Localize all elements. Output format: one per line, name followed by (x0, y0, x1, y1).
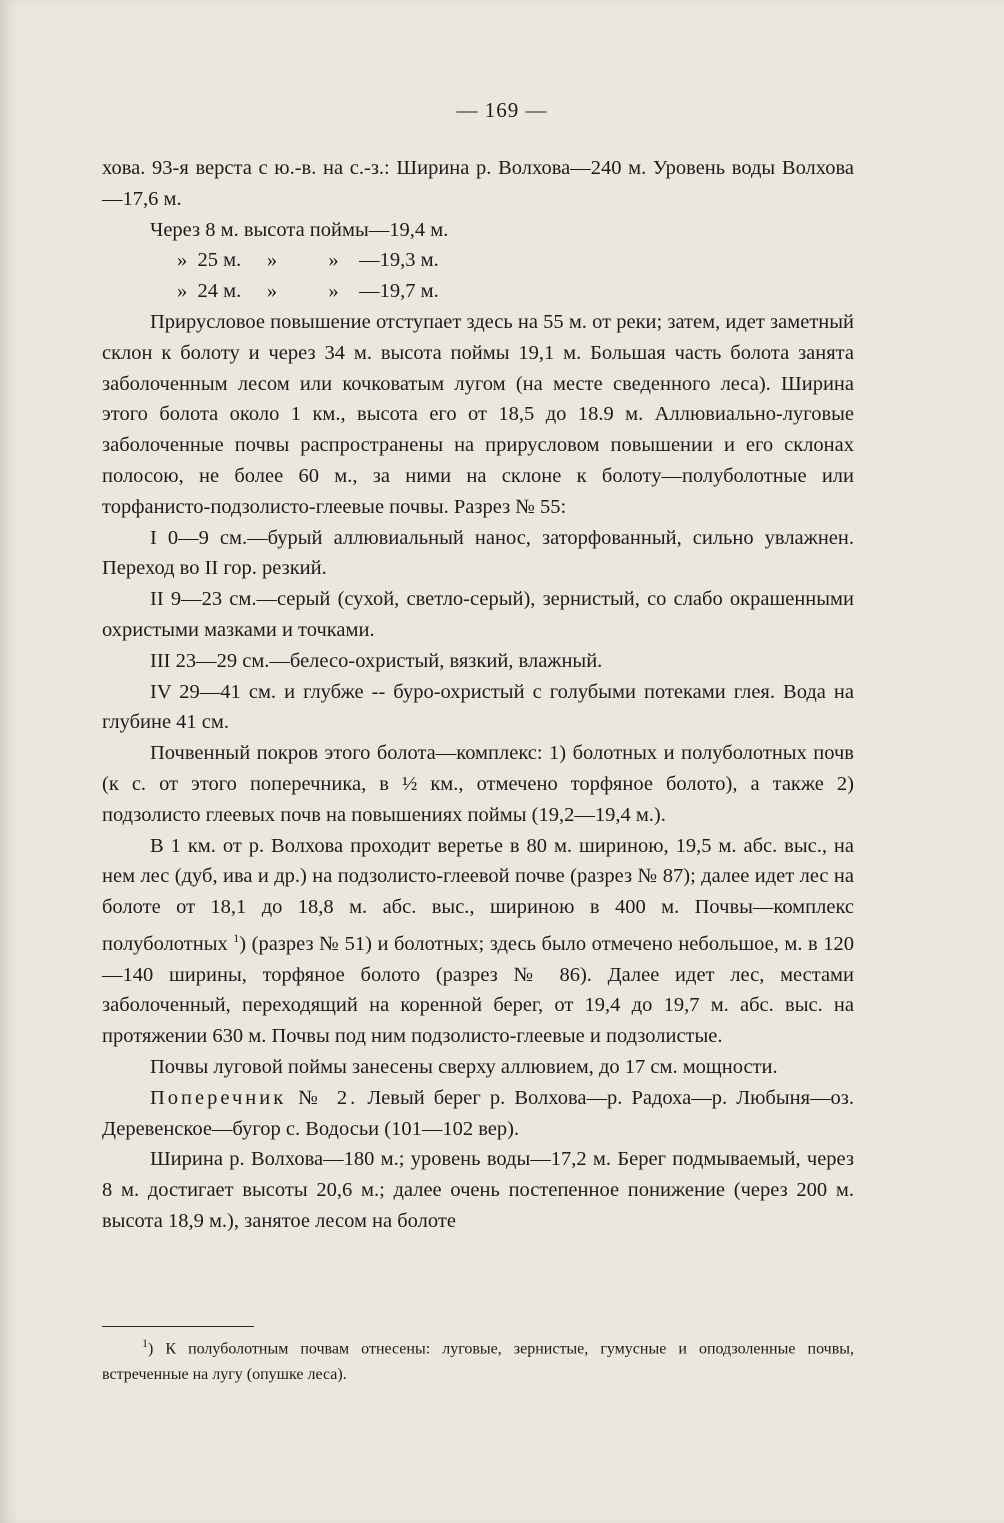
measurement-line: » 25 м. » » —19,3 м. (177, 249, 439, 272)
horizon-description: IV 29—41 см. и глубже -- буро-охристый с голубыми потеками глея. Вода на глубине 41 см. (102, 680, 854, 734)
page-number: — 169 — (456, 98, 548, 122)
text-span: Левый берег р. Волхова—р. Радоха—р. Любыня—оз. Деревенское—бугор с. Водосьи (101—102 вер). (102, 1086, 854, 1140)
footnote (102, 1330, 854, 1388)
horizon-description: II 9—23 см.—серый (сухой, светло-серый), зернистый, со слабо окрашенными охристыми мазками и точками. (102, 588, 854, 641)
paragraph: Почвенный покров этого болота—комплекс: 1) болотных и полуболотных почв (к с. от этого поперечника, в ½ км., отмечено торфяное болото), а также 2) подзолисто глеевых почв на повышениях поймы (19,2—19,4 м.). (102, 742, 854, 826)
measurement-line: » 24 м. » » —19,7 м. (177, 280, 439, 303)
footnote-ref: 1 (233, 930, 240, 945)
section-heading: Поперечник № 2. (150, 1086, 359, 1109)
paragraph: хова. 93-я верста с ю.-в. на с.-з.: Ширина р. Волхова—240 м. Уровень воды Волхова—17,6 м. (102, 157, 854, 210)
paragraph (102, 831, 854, 1052)
text-span: В 1 км. от р. Волхова проходит веретье в 80 м. шириною, 19,5 м. абс. выс., на нем лес (дуб, ива и др.) на подзолисто-глеевой почве (разрез № 87); далее идет лес на болоте от 18,1 до 18,8 м. абс. выс., шириною в 400 м. Почвы—комплекс полуболотных (102, 834, 854, 955)
paragraph: Почвы луговой поймы занесены сверху аллювием, до 17 см. мощности. (150, 1055, 778, 1078)
footnote-rule (102, 1326, 254, 1327)
measurement-line: Через 8 м. высота поймы—19,4 м. (150, 218, 449, 241)
paragraph: Прирусловое повышение отступает здесь на 55 м. от реки; затем, идет заметный склон к болоту и через 34 м. высота поймы 19,1 м. Большая часть болота занята заболоченным лесом или кочковатым лугом (на месте сведенного леса). Ширина этого болота около 1 км., высота его от 18,5 до 18.9 м. Аллювиально-луговые заболоченные почвы распространены на прирусловом повышении и его склонах полосою, не более 60 м., за ними на склоне к болоту—полуболотные или торфанисто-подзолисто-глеевые почвы. Разрез № 55: (102, 310, 854, 518)
main-text (102, 153, 854, 1237)
horizon-description: III 23—29 см.—белесо-охристый, вязкий, влажный. (150, 649, 603, 672)
paragraph (102, 1083, 854, 1145)
footnote-mark: 1 (142, 1336, 148, 1350)
horizon-description: I 0—9 см.—бурый аллювиальный нанос, заторфованный, сильно увлажнен. Переход во II гор. резкий. (102, 526, 854, 580)
text-span: ) (разрез № 51) и болотных; здесь было отмечено небольшое, м. в 120—140 ширины, торфяное болото (разрез № 86). Далее идет лес, местами заболоченный, переходящий на коренной берег, от 19,4 до 19,7 м. абс. выс. на протяжении 630 м. Почвы под ним подзолисто-глеевые и подзолистые. (102, 932, 855, 1048)
paragraph: Ширина р. Волхова—180 м.; уровень воды—17,2 м. Берег подмываемый, через 8 м. достигает высоты 20,6 м.; далее очень постепенное понижение (через 200 м. высота 18,9 м.), занятое лесом на болоте (102, 1148, 854, 1232)
footnote-text: ) К полуболотным почвам отнесены: луговые, зернистые, гумусные и оподзоленные почвы, встреченные на лугу (опушке леса). (102, 1340, 854, 1384)
